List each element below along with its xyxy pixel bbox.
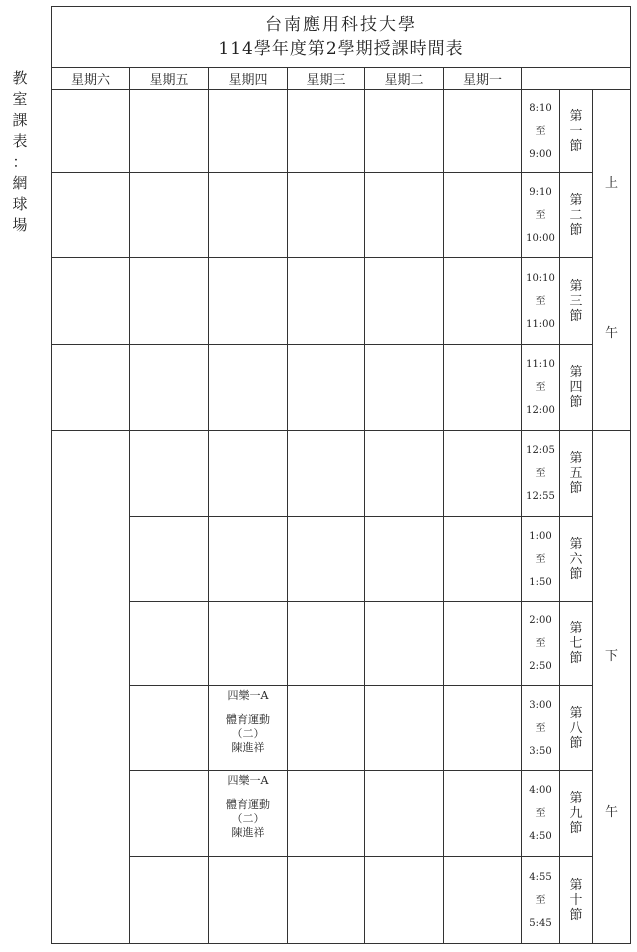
time-end: 12:55	[526, 491, 555, 502]
period-char: 第	[569, 536, 583, 552]
time-cell	[522, 517, 560, 602]
side-label-char: 教	[12, 69, 28, 87]
slot-cell	[209, 517, 288, 602]
course-cell	[209, 686, 288, 771]
day-header-wed: 星期三	[288, 68, 365, 90]
slot-cell	[288, 857, 365, 944]
slot-cell	[209, 602, 288, 686]
day-header-tue: 星期二	[365, 68, 444, 90]
time-to: 至	[535, 553, 546, 565]
slot-cell	[130, 258, 209, 345]
am-char: 上	[605, 176, 619, 191]
day-header-sat: 星期六	[52, 68, 130, 90]
period-char: 節	[569, 481, 583, 496]
slot-cell	[130, 602, 209, 686]
slot-cell	[130, 431, 209, 517]
time-start: 10:10	[526, 272, 555, 284]
period-char: 十	[569, 892, 583, 908]
pm-char: 午	[605, 805, 619, 820]
time-cell	[522, 602, 560, 686]
slot-cell	[130, 517, 209, 602]
period-char: 二	[569, 207, 583, 223]
slot-cell	[288, 345, 365, 431]
time-to: 至	[535, 468, 546, 479]
side-label-char: 表	[12, 132, 28, 150]
period-char: 節	[569, 308, 583, 324]
slot-cell	[365, 345, 444, 431]
slot-cell	[288, 686, 365, 771]
time-start: 12:05	[526, 445, 555, 456]
slot-cell	[288, 602, 365, 686]
course-class: 四樂一A	[227, 774, 269, 787]
slot-cell	[365, 686, 444, 771]
time-cell	[522, 431, 560, 517]
period-char: 節	[569, 395, 583, 410]
period-label	[560, 345, 593, 431]
time-cell	[522, 90, 560, 173]
school-name: 台南應用科技大學	[265, 15, 418, 35]
slot-cell	[52, 258, 130, 345]
slot-cell	[365, 258, 444, 345]
slot-cell	[130, 173, 209, 258]
time-header-blank	[522, 68, 631, 90]
period-char: 第	[569, 192, 583, 208]
time-to: 至	[535, 382, 546, 393]
day-header-thu: 星期四	[209, 68, 288, 90]
slot-cell	[130, 771, 209, 857]
slot-cell	[365, 602, 444, 686]
period-char: 第	[569, 451, 583, 466]
time-end: 9:00	[529, 148, 552, 160]
slot-cell	[209, 431, 288, 517]
slot-cell	[444, 602, 522, 686]
period-char: 節	[569, 138, 583, 154]
slot-cell	[365, 771, 444, 857]
schedule-table	[51, 6, 631, 944]
period-char: 第	[569, 365, 583, 380]
slot-cell	[52, 173, 130, 258]
slot-cell	[130, 857, 209, 944]
slot-cell	[52, 90, 130, 173]
slot-cell	[288, 431, 365, 517]
time-end: 10:00	[526, 232, 555, 244]
time-end: 12:00	[526, 405, 555, 416]
course-teacher: 陳進祥	[231, 826, 265, 839]
period-char: 第	[569, 877, 583, 893]
period-label	[560, 686, 593, 771]
period-char: 七	[569, 636, 583, 651]
slot-cell	[444, 345, 522, 431]
time-start: 4:00	[529, 785, 552, 796]
slot-cell	[209, 90, 288, 173]
time-start: 1:00	[529, 530, 552, 542]
period-char: 八	[569, 720, 583, 736]
time-cell	[522, 686, 560, 771]
slot-cell	[209, 173, 288, 258]
time-start: 11:10	[526, 359, 555, 370]
time-end: 3:50	[529, 745, 552, 757]
period-label	[560, 771, 593, 857]
slot-cell	[444, 431, 522, 517]
period-label	[560, 602, 593, 686]
period-char: 節	[569, 735, 583, 751]
period-char: 第	[569, 791, 583, 806]
pm-char: 下	[605, 649, 619, 664]
period-char: 節	[569, 821, 583, 836]
period-char: 三	[569, 293, 583, 309]
slot-cell	[365, 90, 444, 173]
slot-cell	[288, 517, 365, 602]
period-char: 一	[569, 123, 583, 139]
time-cell	[522, 173, 560, 258]
slot-cell-sat-afternoon	[52, 431, 130, 944]
side-label-char: 課	[12, 111, 28, 129]
slot-cell	[52, 345, 130, 431]
slot-cell	[209, 258, 288, 345]
period-char: 節	[569, 651, 583, 666]
course-name: 體育運動	[226, 798, 270, 811]
day-header-mon: 星期一	[444, 68, 522, 90]
day-header-fri: 星期五	[130, 68, 209, 90]
time-cell	[522, 857, 560, 944]
period-label	[560, 258, 593, 345]
slot-cell	[288, 258, 365, 345]
pm-label	[593, 431, 631, 944]
course-sub: （二）	[231, 812, 265, 825]
time-cell	[522, 258, 560, 345]
slot-cell	[444, 517, 522, 602]
slot-cell	[130, 345, 209, 431]
period-char: 六	[569, 551, 583, 567]
side-label-char: 室	[12, 90, 28, 108]
time-start: 3:00	[529, 699, 552, 711]
slot-cell	[365, 857, 444, 944]
side-label	[10, 68, 30, 236]
period-char: 四	[569, 380, 583, 395]
slot-cell	[288, 173, 365, 258]
time-end: 5:45	[529, 917, 552, 929]
course-cell	[209, 771, 288, 857]
slot-cell	[209, 857, 288, 944]
period-char: 第	[569, 705, 583, 721]
slot-cell	[444, 173, 522, 258]
time-to: 至	[535, 808, 546, 819]
slot-cell	[444, 258, 522, 345]
time-to: 至	[535, 638, 546, 649]
period-char: 第	[569, 278, 583, 294]
period-char: 節	[569, 222, 583, 238]
slot-cell	[444, 771, 522, 857]
course-sub: （二）	[231, 727, 265, 740]
time-end: 1:50	[529, 576, 552, 588]
period-char: 第	[569, 621, 583, 636]
am-label	[593, 90, 631, 431]
period-char: 五	[569, 466, 583, 481]
slot-cell	[365, 173, 444, 258]
slot-cell	[444, 90, 522, 173]
period-label	[560, 173, 593, 258]
side-label-char: 球	[12, 195, 28, 213]
period-label	[560, 431, 593, 517]
time-cell	[522, 345, 560, 431]
slot-cell	[130, 686, 209, 771]
period-char: 節	[569, 907, 583, 923]
slot-cell	[288, 90, 365, 173]
course-name: 體育運動	[226, 713, 270, 726]
title-cell	[52, 7, 631, 68]
side-label-char: 網	[12, 174, 28, 192]
time-to: 至	[535, 209, 546, 221]
time-end: 2:50	[529, 661, 552, 672]
time-end: 11:00	[526, 318, 555, 330]
period-char: 節	[569, 566, 583, 582]
slot-cell	[365, 517, 444, 602]
course-teacher: 陳進祥	[231, 741, 265, 754]
slot-cell	[444, 686, 522, 771]
side-label-char: 場	[12, 216, 28, 234]
time-start: 8:10	[529, 102, 552, 114]
time-end: 4:50	[529, 831, 552, 842]
time-start: 2:00	[529, 615, 552, 626]
period-label	[560, 857, 593, 944]
time-start: 4:55	[529, 871, 552, 883]
time-cell	[522, 771, 560, 857]
time-to: 至	[535, 894, 546, 906]
course-class: 四樂一A	[227, 689, 269, 702]
slot-cell	[444, 857, 522, 944]
am-char: 午	[605, 326, 619, 341]
time-to: 至	[535, 295, 546, 307]
schedule-title: 114學年度第2學期授課時間表	[218, 39, 464, 59]
time-to: 至	[535, 722, 546, 734]
slot-cell	[209, 345, 288, 431]
time-start: 9:10	[529, 186, 552, 198]
period-label	[560, 90, 593, 173]
slot-cell	[130, 90, 209, 173]
period-char: 九	[569, 806, 583, 821]
side-label-char: ：	[12, 153, 28, 171]
period-label	[560, 517, 593, 602]
slot-cell	[288, 771, 365, 857]
time-to: 至	[535, 125, 546, 137]
period-char: 第	[569, 108, 583, 124]
slot-cell	[365, 431, 444, 517]
